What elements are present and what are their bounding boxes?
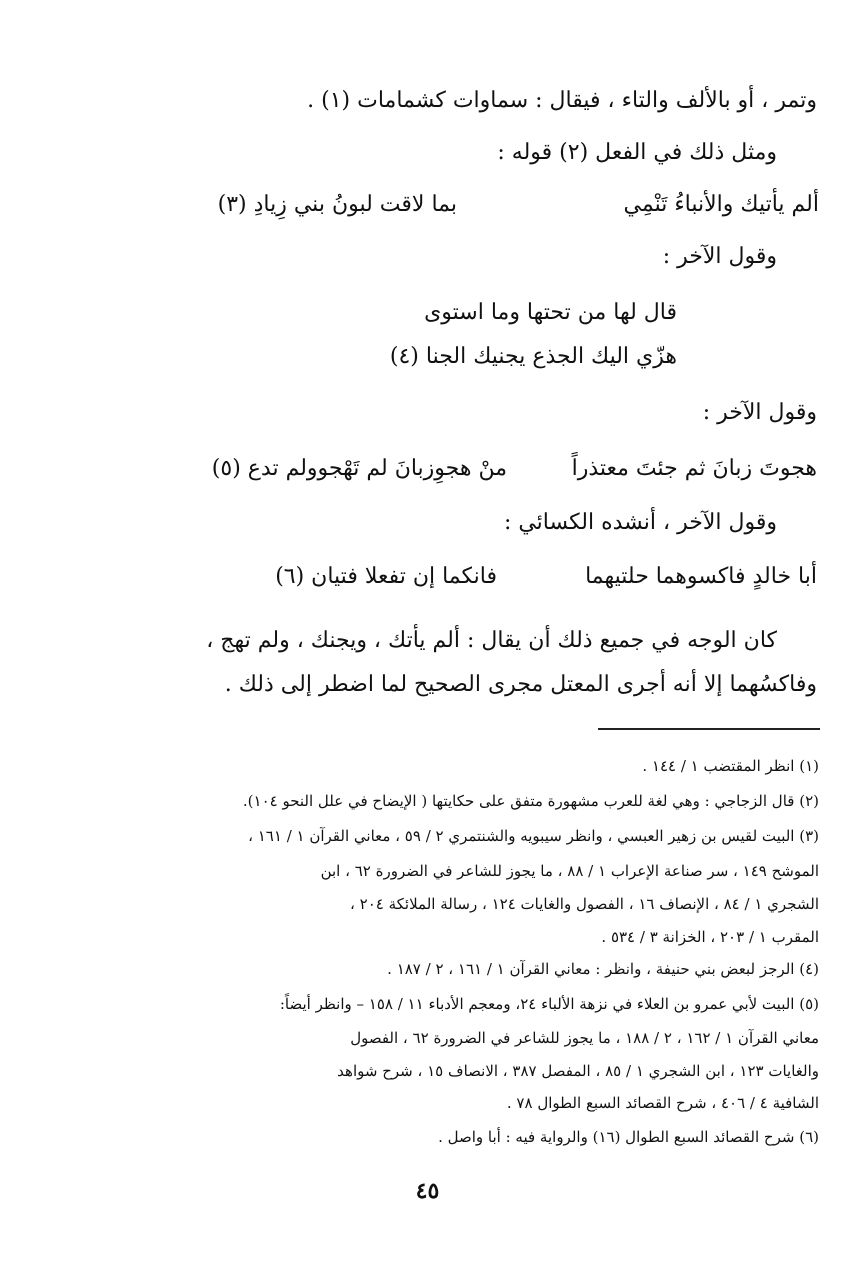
footnote-3-line-2: الموشح ١٤٩ ، سر صناعة الإعراب ١ / ٨٨ ، ما يجوز للشاعر في الضرورة ٦٢ ، ابن xyxy=(320,862,819,880)
footnote-2: (٢) قال الزجاجي : وهي لغة للعرب مشهورة متفق على حكايتها ( الإيضاح في علل النحو ١٠٤). xyxy=(242,792,819,810)
verse-2-first-hemistich: قال لها من تحتها وما استوى xyxy=(424,300,677,325)
verse-1-second-hemistich: بما لاقت لبونُ بني زِيادِ (٣) xyxy=(217,192,457,217)
body-line-4: وقول الآخر : xyxy=(702,400,817,425)
footnote-3-line-1: (٣) البيت لقيس بن زهير العبسي ، وانظر سيبويه والشنتمري ٢ / ٥٩ ، معاني القرآن ١ / ١٦١ ، xyxy=(248,827,819,845)
body-line-2: ومثل ذلك في الفعل (٢) قوله : xyxy=(497,140,777,165)
footnote-separator xyxy=(598,728,820,730)
verse-4-second-hemistich: فانكما إن تفعلا فتيان (٦) xyxy=(275,564,497,589)
footnote-5-line-4: الشافية ٤ / ٤٠٦ ، شرح القصائد السبع الطوال ٧٨ . xyxy=(506,1094,819,1112)
verse-3-second-hemistich: منْ هجوِزبانَ لم تَهْجوولم تدع (٥) xyxy=(211,456,507,481)
body-line-5: وقول الآخر ، أنشده الكسائي : xyxy=(503,510,777,535)
footnote-3-line-3: الشجري ١ / ٨٤ ، الإنصاف ١٦ ، الفصول والغايات ١٢٤ ، رسالة الملائكة ٢٠٤ ، xyxy=(350,895,819,913)
body-line-7: وفاكسُهما إلا أنه أجرى المعتل مجرى الصحيح لما اضطر إلى ذلك . xyxy=(224,672,817,697)
body-line-6: كان الوجه في جميع ذلك أن يقال : ألم يأتك ، ويجنك ، ولم تهج ، xyxy=(206,628,777,653)
verse-2-second-hemistich: هزّي اليك الجذع يجنيك الجنا (٤) xyxy=(389,344,677,369)
footnote-5-line-1: (٥) البيت لأبي عمرو بن العلاء في نزهة الألباء ٢٤، ومعجم الأدباء ١١ / ١٥٨ – وانظر أيضاً: xyxy=(279,995,819,1013)
page-number: ٤٥ xyxy=(415,1178,440,1204)
footnote-5-line-3: والغايات ١٢٣ ، ابن الشجري ١ / ٨٥ ، المفصل ٣٨٧ ، الانصاف ١٥ ، شرح شواهد xyxy=(337,1062,819,1080)
verse-3-first-hemistich: هجوتَ زبانَ ثم جئتَ معتذراً xyxy=(571,456,817,481)
verse-4-first-hemistich: أبا خالدٍ فاكسوهما حلتيهما xyxy=(585,564,817,589)
footnote-5-line-2: معاني القرآن ١ / ١٦٢ ، ٢ / ١٨٨ ، ما يجوز للشاعر في الضرورة ٦٢ ، الفصول xyxy=(350,1029,819,1047)
footnote-3-line-4: المقرب ١ / ٢٠٣ ، الخزانة ٣ / ٥٣٤ . xyxy=(601,928,819,946)
body-line-3: وقول الآخر : xyxy=(662,244,777,269)
body-line-1: وتمر ، أو بالألف والتاء ، فيقال : سماوات كشمامات (١) . xyxy=(307,88,817,113)
verse-1-first-hemistich: ألم يأتيك والأنباءُ تَنْمِي xyxy=(623,192,819,217)
footnote-6: (٦) شرح القصائد السبع الطوال (١٦) والرواية فيه : أبا واصل . xyxy=(438,1128,819,1146)
footnote-4: (٤) الرجز لبعض بني حنيفة ، وانظر : معاني القرآن ١ / ١٦١ ، ٢ / ١٨٧ . xyxy=(387,960,819,978)
footnote-1: (١) انظر المقتضب ١ / ١٤٤ . xyxy=(642,757,819,775)
